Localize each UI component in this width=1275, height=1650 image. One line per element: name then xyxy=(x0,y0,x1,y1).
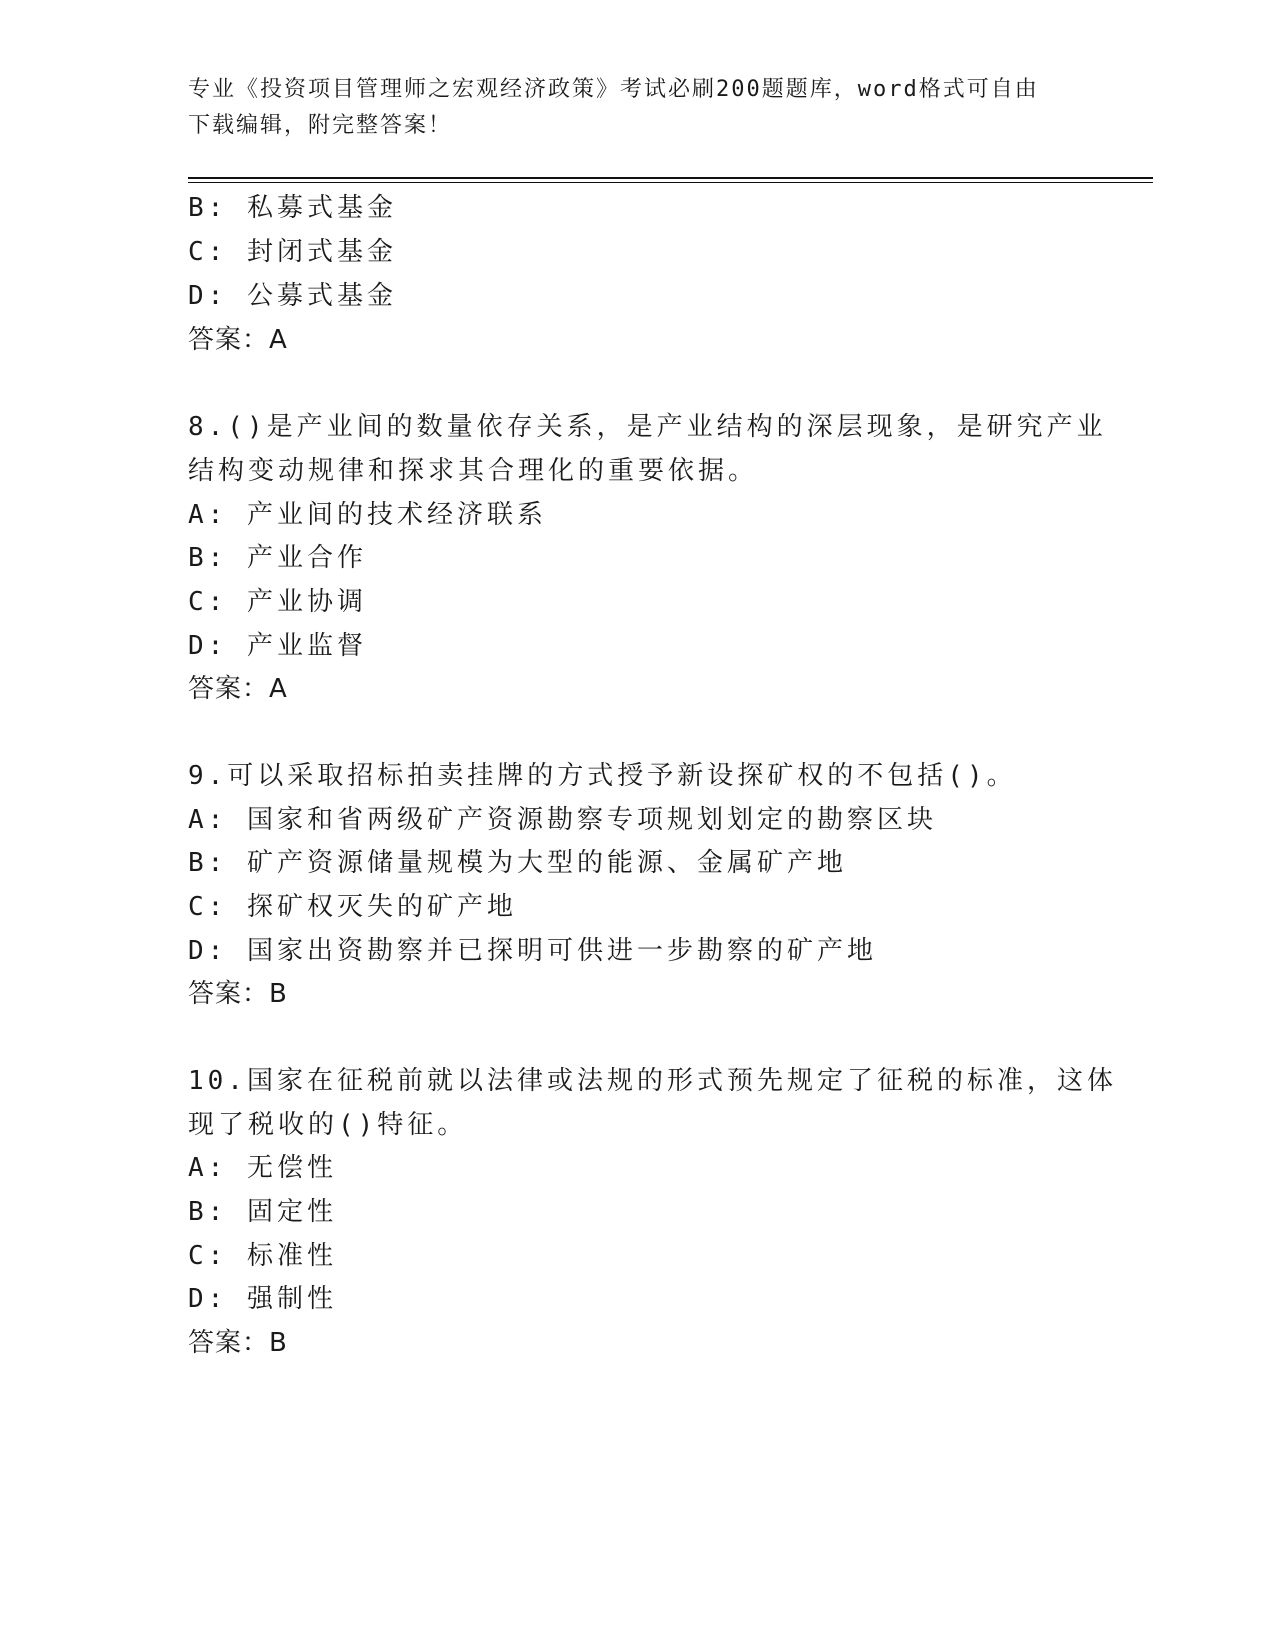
q8-stem-line-2: 结构变动规律和探求其合理化的重要依据。 xyxy=(188,456,759,486)
header-line-2: 下载编辑，附完整答案！ xyxy=(188,113,453,138)
q8-answer: 答案：A xyxy=(188,674,288,704)
q7-option-d: D: 公募式基金 xyxy=(188,281,397,311)
q9-option-b: B: 矿产资源储量规模为大型的能源、金属矿产地 xyxy=(188,848,847,878)
q10-answer: 答案：B xyxy=(188,1328,288,1358)
q10-option-d: D: 强制性 xyxy=(188,1284,337,1314)
q7-answer: 答案：A xyxy=(188,325,288,355)
q9-option-d: D: 国家出资勘察并已探明可供进一步勘察的矿产地 xyxy=(188,936,877,966)
q10-option-b: B: 固定性 xyxy=(188,1197,337,1227)
header-divider-thin xyxy=(188,182,1153,183)
q10-stem-line-1: 10.国家在征税前就以法律或法规的形式预先规定了征税的标准，这体 xyxy=(188,1066,1117,1096)
q10-option-a: A: 无偿性 xyxy=(188,1153,337,1183)
q10-stem-line-2: 现了税收的()特征。 xyxy=(188,1110,468,1140)
q8-option-d: D: 产业监督 xyxy=(188,631,367,661)
q9-option-a: A: 国家和省两级矿产资源勘察专项规划划定的勘察区块 xyxy=(188,805,937,835)
q9-stem-line-1: 9.可以采取招标拍卖挂牌的方式授予新设探矿权的不包括()。 xyxy=(188,761,1017,791)
q7-option-b: B: 私募式基金 xyxy=(188,193,397,223)
q8-option-b: B: 产业合作 xyxy=(188,543,367,573)
q8-option-c: C: 产业协调 xyxy=(188,587,367,617)
q8-option-a: A: 产业间的技术经济联系 xyxy=(188,500,547,530)
q9-option-c: C: 探矿权灭失的矿产地 xyxy=(188,892,517,922)
q10-option-c: C: 标准性 xyxy=(188,1241,337,1271)
q9-answer: 答案：B xyxy=(188,979,288,1009)
header-line-1: 专业《投资项目管理师之宏观经济政策》考试必刷200题题库，word格式可自由 xyxy=(188,77,1039,102)
header-divider-thick xyxy=(188,177,1153,179)
document-header xyxy=(188,72,1088,144)
q8-stem-line-1: 8.()是产业间的数量依存关系，是产业结构的深层现象，是研究产业 xyxy=(188,412,1107,442)
q7-option-c: C: 封闭式基金 xyxy=(188,237,397,267)
